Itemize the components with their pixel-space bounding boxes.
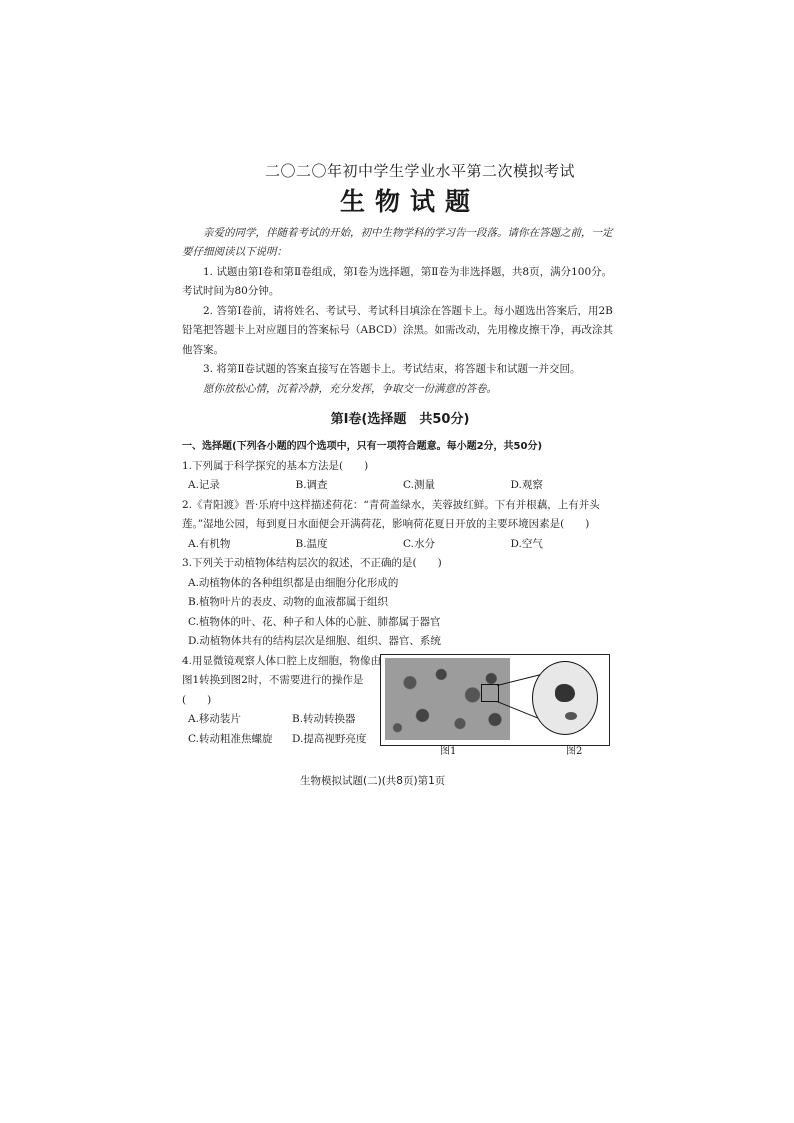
question-stem: 3.下列关于动植物体结构层次的叙述，不正确的是( ) (182, 557, 442, 569)
option-d: D.动植物体共有的结构层次是细胞、组织、器官、系统 (188, 635, 441, 647)
options-row (182, 476, 618, 496)
part-header: 一、选择题(下列各小题的四个选项中，只有一项符合题意。每小题2分，共50分) (182, 441, 543, 452)
figure-2-caption: 图2 (566, 745, 583, 757)
cell-shape (555, 684, 575, 702)
options-row (182, 535, 618, 555)
option-c: C.转动粗准焦螺旋 (188, 732, 273, 745)
option-a: A.记录 (188, 479, 220, 491)
option-a: A.有机物 (188, 537, 231, 550)
intro-text: 亲爱的同学，伴随着考试的开始，初中生物学科的学习告一段落。请你在答题之前，一定要仔细阅读以下说明： (182, 226, 613, 258)
options-row-1 (182, 710, 382, 730)
question-stem: 4.用显微镜观察人体口腔上皮细胞，物像由图1转换到图2时，不需要进行的操作是( ) (182, 654, 382, 706)
microscope-view-low (385, 658, 510, 740)
option-b: B.温度 (295, 537, 328, 550)
exam-title: 二〇二〇年初中学生学业水平第二次模拟考试 (264, 162, 575, 180)
question-3 (182, 554, 618, 652)
option-a: A.移动装片 (188, 713, 241, 725)
section-title: 第Ⅰ卷(选择题 共50分) (330, 412, 470, 427)
instruction-2: 2. 答第Ⅰ卷前，请将姓名、考试号、考试科目填涂在答题卡上。每小题选出答案后，用2B铅笔把答题卡上对应题目的答案标号（ABCD）涂黑。如需改动，先用橡皮擦干净，再改涂其他答案。 (182, 304, 613, 356)
option-d: D.观察 (510, 479, 543, 491)
option-b: B.调查 (295, 479, 328, 491)
microscope-view-high (532, 661, 598, 735)
closing-text: 愿你放松心情，沉着冷静，充分发挥，争取交一份满意的答卷。 (203, 382, 497, 395)
question-4-text (182, 652, 382, 750)
option-a: A.动植物体的各种组织都是由细胞分化形成的 (188, 576, 399, 589)
option-b: B.植物叶片的表皮、动物的血液都属于组织 (188, 596, 389, 608)
option-d: D.提高视野亮度 (292, 732, 367, 745)
instruction-3: 3. 将第Ⅱ卷试题的答案直接写在答题卡上。考试结束，将答题卡和试题一并交回。 (203, 363, 581, 375)
option-d: D.空气 (510, 537, 543, 550)
question-stem: 1.下列属于科学探究的基本方法是( ) (182, 459, 369, 472)
instruction-1: 1. 试题由第Ⅰ卷和第Ⅱ卷组成，第Ⅰ卷为选择题，第Ⅱ卷为非选择题，共8页，满分100分。考试时间为80分钟。 (182, 265, 613, 297)
options-row-2 (182, 730, 382, 750)
question-1 (182, 457, 618, 496)
option-c: C.测量 (403, 479, 435, 491)
option-c: C.水分 (403, 537, 435, 550)
page-footer: 生物模拟试题(二)(共8页)第1页 (300, 774, 446, 787)
subject-title: 生物试题 (339, 187, 480, 216)
microscope-figure (380, 654, 610, 746)
exam-page (182, 160, 618, 791)
option-c: C.植物体的叶、花、种子和人体的心脏、肺都属于器官 (188, 615, 441, 628)
figure-1-caption: 图1 (440, 745, 457, 757)
option-b: B.转动转换器 (292, 713, 356, 725)
question-stem: 2.《青阳渡》晋·乐府中这样描述荷花：“青荷盖绿水，芙蓉披红鲜。下有并根藕，上有并头莲。”湿地公园，每到夏日水面便会开满荷花，影响荷花夏日开放的主要环境因素是( ) (182, 498, 600, 530)
cell-fragment (565, 712, 577, 720)
question-4 (182, 652, 618, 757)
question-2 (182, 496, 618, 555)
